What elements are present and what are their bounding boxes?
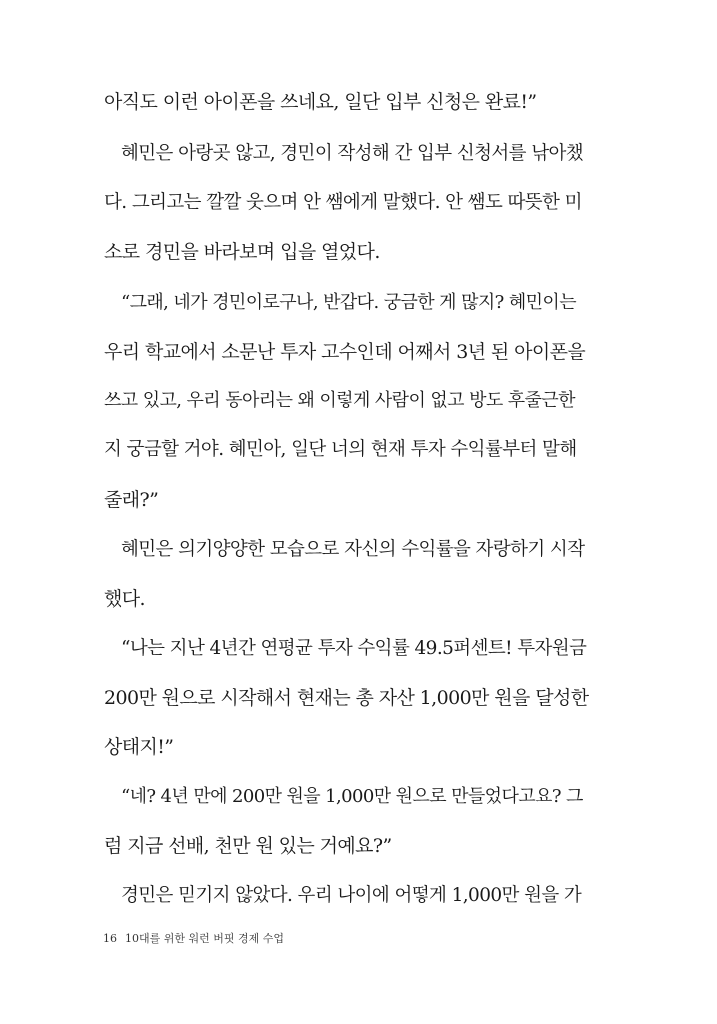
book-title: 10대를 위한 워런 버핏 경제 수업 (125, 932, 284, 945)
text-line: 우리 학교에서 소문난 투자 고수인데 어째서 3년 된 아이폰을 (104, 341, 586, 363)
text-line: 소로 경민을 바라보며 입을 열었다. (104, 241, 380, 263)
text-line: 혜민은 의기양양한 모습으로 자신의 수익률을 자랑하기 시작 (121, 539, 585, 560)
text-line: 상태지!” (104, 736, 174, 758)
text-line: 다. 그리고는 깔깔 웃으며 안 쌤에게 말했다. 안 쌤도 따뜻한 미 (104, 192, 582, 213)
page-footer (103, 931, 284, 947)
text-line: 지 궁금할 거야. 혜민아, 일단 너의 현재 투자 수익률부터 말해 (104, 439, 577, 460)
text-line: “네? 4년 만에 200만 원을 1,000만 원으로 만들었다고요? 그 (121, 786, 583, 807)
text-line: 했다. (104, 588, 145, 610)
text-line: 쓰고 있고, 우리 동아리는 왜 이렇게 사람이 없고 방도 후줄근한 (104, 390, 575, 411)
text-line: “그래, 네가 경민이로구나, 반갑다. 궁금한 게 많지? 혜민이는 (121, 292, 576, 313)
text-line: 경민은 믿기지 않았다. 우리 나이에 어떻게 1,000만 원을 가 (121, 885, 582, 906)
text-line: “나는 지난 4년간 연평균 투자 수익률 49.5퍼센트! 투자원금 (121, 638, 587, 659)
text-line: 혜민은 아랑곳 않고, 경민이 작성해 간 입부 신청서를 낚아챘 (121, 143, 584, 164)
page-number: 16 (103, 932, 117, 945)
text-line: 200만 원으로 시작해서 현재는 총 자산 1,000만 원을 달성한 (104, 687, 589, 709)
text-line: 럼 지금 선배, 천만 원 있는 거예요?” (104, 835, 392, 857)
text-line: 줄래?” (104, 489, 159, 511)
text-line: 아직도 이런 아이폰을 쓰네요, 일단 입부 신청은 완료!” (104, 91, 537, 113)
